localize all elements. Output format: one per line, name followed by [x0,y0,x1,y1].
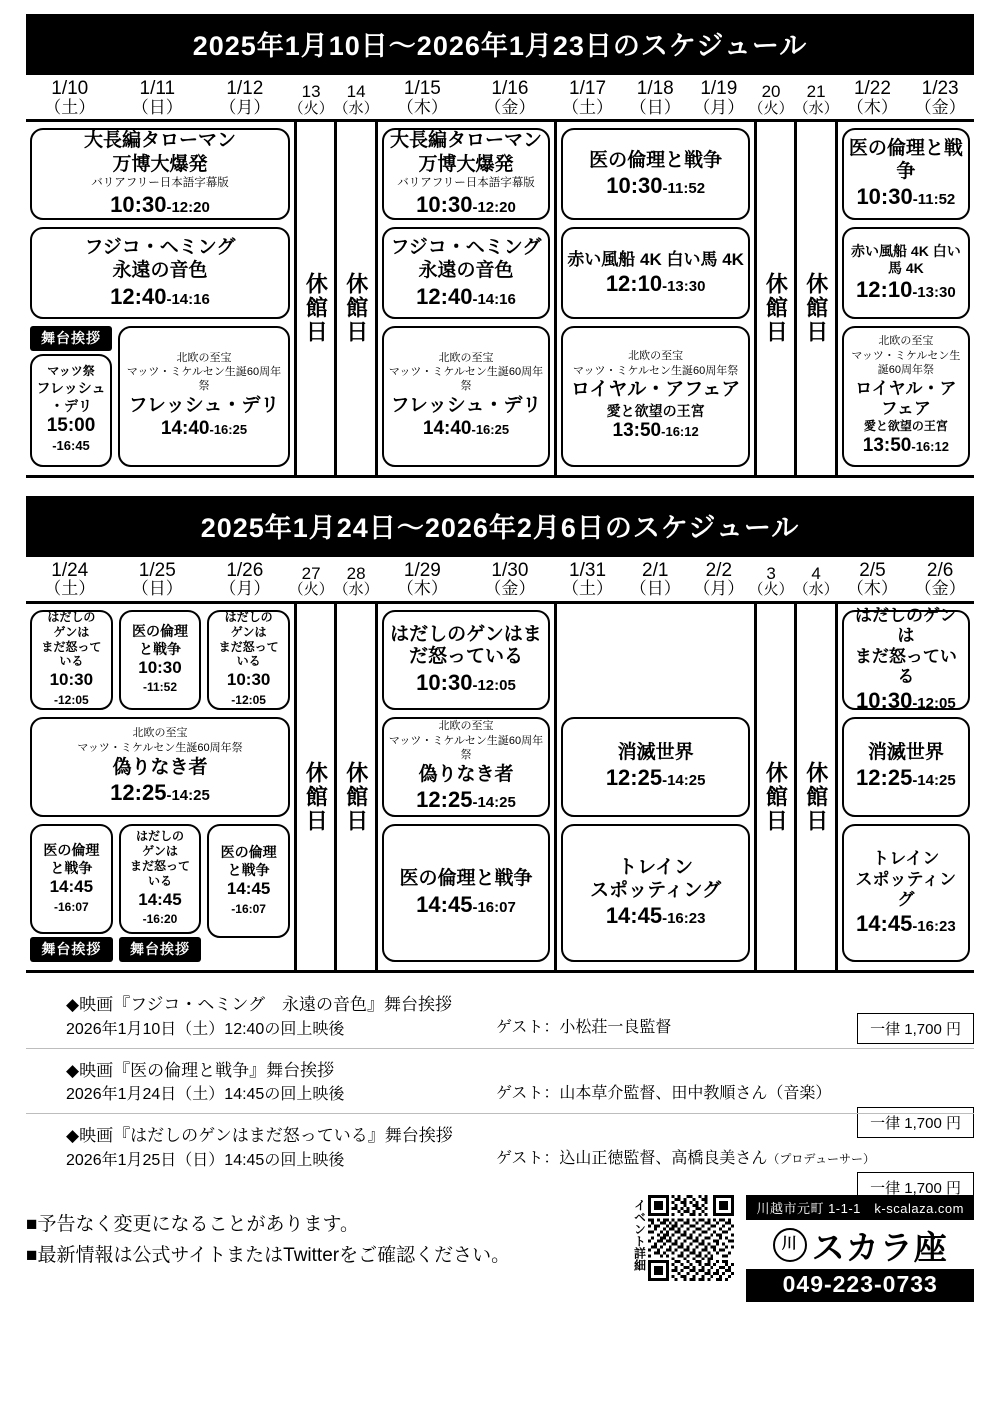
showtime: 14:45 -16:20 [138,889,182,926]
showtime: 12:40-14:16 [416,283,516,309]
date-cell: 3 （火） [748,563,794,599]
note-item [26,983,974,1048]
date-cell: 1/24 （土） [44,559,96,599]
cinema-address: 川越市元町 1-1-1 k-scalaza.com [746,1195,974,1220]
closed-day-20: 休館日 [754,122,794,474]
schedule-block-jan24-26 [26,604,294,970]
film-card[interactable]: 赤い風船 4K 白い馬 4K 12:10-13:30 [561,227,750,319]
note-guest [496,1123,974,1173]
date-cell: 1/30 （金） [484,559,536,599]
showtime: 14:45-16:23 [856,911,956,937]
showtime: 10:30-12:20 [416,192,516,218]
footer-note-1: ■予告なく変更になることがあります。 [26,1213,359,1235]
schedule-1 [26,14,974,478]
schedule-block-jan22-23 [835,122,974,474]
price-badge: 一律 1,700 円 [857,1172,974,1203]
price-badge: 一律 1,700 円 [857,1107,974,1138]
showtime: 10:30-12:05 [416,669,516,695]
film-card[interactable]: 北欧の至宝 マッツ・ミケルセン生誕60周年祭 フレッシュ・デリ 14:40-16:25 [118,326,290,466]
film-card[interactable]: 北欧の至宝 マッツ・ミケルセン生誕60周年祭 ロイヤル・アフェア 愛と欲望の王宮 13:50-16:12 [842,326,970,466]
note-text: ◆映画『医の倫理と戦争』舞台挨拶 2026年1月24日（土）14:45の回上映後 [66,1060,345,1104]
showtime: 12:10-13:30 [856,277,956,303]
schedule-2-title: 2025年1月24日〜2026年2月6日のスケジュール [26,496,974,557]
closed-day-3: 休館日 [754,604,794,970]
date-cell: 27 （火） [288,563,334,599]
film-card[interactable]: 医の倫理と戦争 14:45-16:07 [382,824,551,962]
date-cell: 1/25 （日） [131,559,183,599]
film-card[interactable]: はだしの ゲンは まだ怒って いる 14:45 -16:20 [119,824,202,934]
schedule-2 [26,496,974,974]
note-guest-role: （プロデューサー） [767,1152,876,1167]
stage-greeting-badge: 舞台挨拶 [119,937,202,962]
film-card[interactable]: 医の倫理と戦争 10:30-11:52 [842,128,970,220]
showtime: 10:30-11:52 [856,184,956,210]
showtime: 13:50-16:12 [862,434,949,456]
date-cell: 1/18 （日） [629,78,681,117]
price-badge-wrap [857,1172,974,1203]
footer-notes [26,1195,632,1272]
schedule-1-title: 2025年1月10日〜2026年1月23日のスケジュール [26,14,974,75]
closed-day-28: 休館日 [334,604,374,970]
schedule-block-jan31-feb2 [554,604,754,970]
showtime: 14:40-16:25 [160,418,248,440]
date-cell: 2/1 （日） [629,559,681,599]
date-cell: 13 （火） [288,82,334,117]
film-card[interactable]: はだしのゲンは まだ怒っている 10:30-12:05 [842,610,970,710]
date-cell: 1/23 （金） [914,78,966,117]
date-cell: 2/2 （月） [693,559,745,599]
schedule-block-jan29-30 [375,604,555,970]
schedule-2-date-row [26,559,974,604]
cinema-name: スカラ座 [811,1228,948,1266]
film-card[interactable]: フジコ・ヘミング 永遠の音色 12:40-14:16 [30,227,290,319]
film-card[interactable]: 北欧の至宝 マッツ・ミケルセン生誕60周年祭 ロイヤル・アフェア 愛と欲望の王宮 13:50-16:12 [561,326,750,466]
showtime: 14:45-16:07 [416,891,516,917]
date-cell: 21 （水） [793,82,839,117]
cinema-name-row [746,1220,974,1269]
film-card[interactable]: 北欧の至宝 マッツ・ミケルセン生誕60周年祭 偽りなき者 12:25-14:25 [30,717,290,817]
date-cell: 2/6 （金） [914,559,966,599]
scala-mark-icon: 川 [773,1228,807,1262]
price-badge: 一律 1,700 円 [857,1013,974,1044]
film-card[interactable]: トレイン スポッティング 14:45-16:23 [561,824,750,962]
date-cell: 1/19 （月） [693,78,745,117]
showtime: 10:30 -11:52 [138,658,182,695]
schedule-block-jan17-19 [554,122,754,474]
film-card[interactable]: 消滅世界 12:25-14:25 [561,717,750,817]
film-card[interactable]: 消滅世界 12:25-14:25 [842,717,970,817]
footer [26,1195,974,1302]
stage-greeting-badge: 舞台挨拶 [30,326,112,351]
showtime: 10:30-12:05 [856,687,956,713]
date-cell: 1/29 （木） [396,559,448,599]
film-card[interactable]: 医の倫理と戦争 10:30-11:52 [561,128,750,220]
film-card[interactable]: 北欧の至宝 マッツ・ミケルセン生誕60周年祭 偽りなき者 12:25-14:25 [382,717,551,817]
film-card[interactable]: 大長編タローマン 万博大爆発 バリアフリー日本語字幕版 10:30-12:20 [30,128,290,220]
note-text: ◆映画『フジコ・ヘミング 永遠の音色』舞台挨拶 2026年1月10日（土）12:40の回上映後 [66,995,453,1038]
schedule-block-feb5-6 [835,604,974,970]
showtime: 12:25-14:25 [110,780,210,806]
film-card[interactable]: 医の倫理 と戦争 14:45 -16:07 [207,824,290,938]
note-guest-main: ゲスト：込山正徳監督、高橋良美さん [496,1150,768,1168]
schedule-block-jan15-16 [375,122,555,474]
stage-greeting-notes [26,983,974,1198]
note-guest: ゲスト：山本草介監督、田中教順さん（音楽） [496,1084,832,1102]
film-card[interactable]: はだしのゲンはまだ怒っている 10:30-12:05 [382,610,551,710]
film-card[interactable]: 医の倫理 と戦争 10:30 -11:52 [119,610,202,710]
date-cell: 1/10 （土） [44,78,96,117]
date-cell: 28 （水） [333,563,379,599]
film-card[interactable]: 北欧の至宝 マッツ・ミケルセン生誕60周年祭 フレッシュ・デリ 14:40-16:25 [382,326,551,466]
qr-code-icon[interactable] [648,1195,734,1281]
film-card[interactable]: フジコ・ヘミング 永遠の音色 12:40-14:16 [382,227,551,319]
showtime: 14:45-16:23 [605,903,706,929]
date-cell: 20 （火） [748,82,794,117]
showtime: 12:25-14:25 [856,765,956,791]
schedule-block-jan10-12 [26,122,294,474]
film-card[interactable]: マッツ祭 フレッシュ ・デリ 15:00 -16:45 [30,354,112,466]
closed-day-27: 休館日 [294,604,334,970]
showtime: 12:25-14:25 [605,765,706,791]
schedule-1-date-row [26,77,974,122]
showtime: 10:30 -12:05 [226,670,271,707]
showtime: 14:40-16:25 [422,418,510,440]
film-card[interactable]: トレイン スポッティング 14:45-16:23 [842,824,970,962]
closed-day-21: 休館日 [794,122,834,474]
date-cell: 14 （水） [333,82,379,117]
date-cell: 1/22 （木） [846,78,898,117]
closed-day-13: 休館日 [294,122,334,474]
note-item [26,1048,974,1132]
film-card[interactable]: 赤い風船 4K 白い馬 4K 12:10-13:30 [842,227,970,319]
cinema-logo [746,1195,974,1302]
date-cell: 1/12 （月） [219,78,271,117]
qr-label: イベント詳細 [632,1198,647,1271]
showtime: 14:45 -16:07 [49,877,94,914]
date-cell: 4 （水） [793,563,839,599]
note-guest: ゲスト：小松荘一良監督 [496,1019,672,1037]
closed-day-14: 休館日 [334,122,374,474]
note-text: ◆映画『はだしのゲンはまだ怒っている』舞台挨拶 2026年1月25日（日）14:45の回上映後 [66,1126,453,1169]
showtime: 10:30-11:52 [606,172,706,198]
date-cell: 1/31 （土） [562,559,614,599]
date-cell: 1/16 （金） [484,78,536,117]
showtime: 12:10-13:30 [605,270,706,296]
note-item [26,1113,974,1198]
date-cell: 2/5 （木） [846,559,898,599]
showtime: 15:00 -16:45 [46,415,96,454]
date-cell: 1/11 （日） [131,78,183,117]
date-cell: 1/17 （土） [562,78,614,117]
schedule-1-body [26,122,974,477]
stage-greeting-badge: 舞台挨拶 [30,937,113,962]
film-card[interactable]: 大長編タローマン 万博大爆発 バリアフリー日本語字幕版 10:30-12:20 [382,128,551,220]
cinema-phone: 049-223-0733 [746,1269,974,1302]
footer-note-2: ■最新情報は公式サイトまたはTwitterをご確認ください。 [26,1245,511,1267]
showtime: 12:25-14:25 [416,787,516,813]
closed-day-4: 休館日 [794,604,834,970]
price-badge-wrap [857,1013,974,1044]
showtime: 10:30-12:20 [110,192,210,218]
showtime: 13:50-16:12 [612,420,699,442]
showtime: 14:45 -16:07 [226,879,271,916]
showtime: 12:40-14:16 [110,283,210,309]
showtime: 10:30 -12:05 [49,670,94,707]
date-cell: 1/26 （月） [219,559,271,599]
date-cell: 1/15 （木） [396,78,448,117]
schedule-2-body [26,604,974,973]
film-card[interactable]: はだしの ゲンは まだ怒って いる 10:30 -12:05 [30,610,113,710]
film-card[interactable]: はだしの ゲンは まだ怒って いる 10:30 -12:05 [207,610,290,710]
film-card[interactable]: 医の倫理 と戦争 14:45 -16:07 [30,824,113,934]
